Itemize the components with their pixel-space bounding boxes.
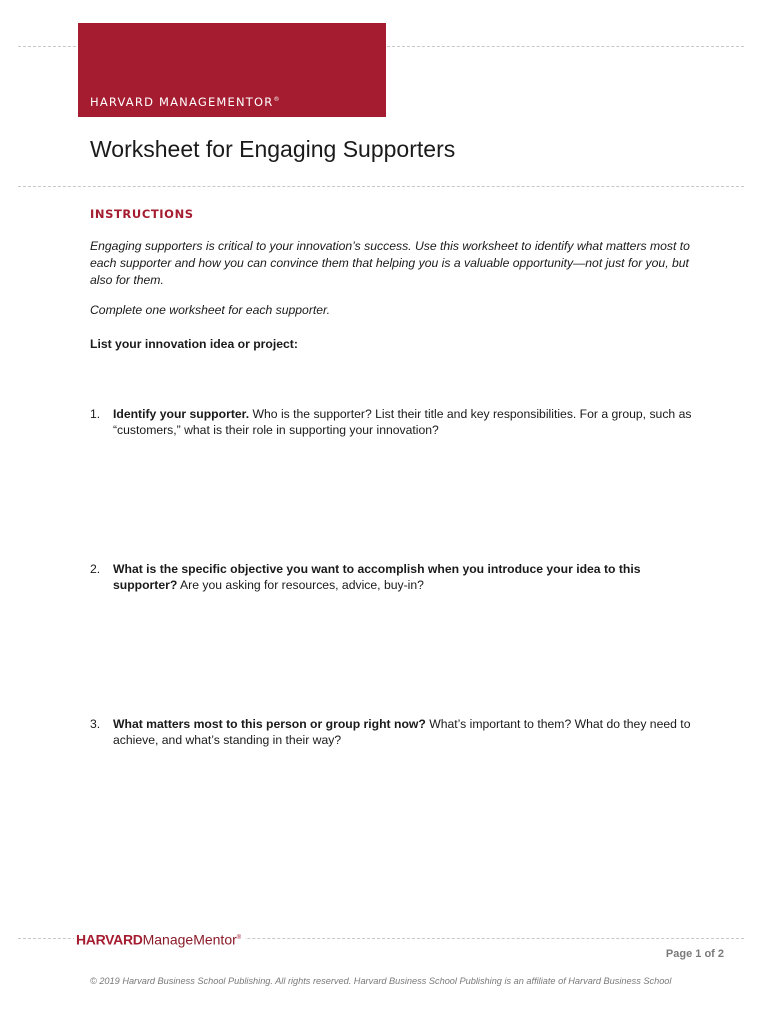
question-2-text: Are you asking for resources, advice, buy-in? bbox=[177, 578, 424, 592]
title-dotted-rule bbox=[18, 186, 744, 187]
banner-brand-text: HARVARD MANAGEMENTOR bbox=[90, 95, 274, 109]
question-1-body bbox=[113, 406, 700, 438]
question-3-body bbox=[113, 716, 700, 748]
question-2-number: 2. bbox=[90, 562, 101, 576]
project-prompt: List your innovation idea or project: bbox=[90, 337, 298, 351]
question-2 bbox=[90, 561, 700, 593]
footer-logo-light: ManageMentor bbox=[142, 931, 237, 948]
question-3-text: What’s important to them? What do they need to achieve, and what’s standing in their way? bbox=[113, 717, 691, 747]
banner-brand-mark: ® bbox=[273, 96, 280, 104]
footer-logo-bold: HARVARD bbox=[76, 931, 143, 948]
copyright-notice: © 2019 Harvard Business School Publishing. All rights reserved. Harvard Business School Publishing is an affiliate of Harvard Business School bbox=[90, 976, 672, 986]
question-2-body bbox=[113, 561, 700, 593]
question-3-number: 3. bbox=[90, 717, 101, 731]
question-1-bold: Identify your supporter. bbox=[113, 407, 250, 421]
question-1-text: Who is the supporter? List their title and key responsibilities. For a group, such as “customers,” what is their role in supporting your innovation? bbox=[113, 407, 692, 437]
instructions-note: Complete one worksheet for each supporter. bbox=[90, 303, 331, 317]
page-number: Page 1 of 2 bbox=[665, 948, 724, 960]
question-3-bold: What matters most to this person or group right now? bbox=[113, 717, 426, 731]
page-title: Worksheet for Engaging Supporters bbox=[90, 136, 456, 162]
question-2-bold: What is the specific objective you want to accomplish when you introduce your idea to this supporter? bbox=[113, 562, 641, 592]
banner-brand-name bbox=[90, 95, 279, 109]
instructions-intro: Engaging supporters is critical to your innovation’s success. Use this worksheet to identify what matters most to each supporter and how you can convince them that helping you is a valuable opportunity—not just for you, but also for them. bbox=[90, 239, 690, 287]
question-1-number: 1. bbox=[90, 407, 101, 421]
question-3 bbox=[90, 716, 700, 748]
footer-logo-mark: ® bbox=[236, 935, 242, 941]
question-1 bbox=[90, 406, 700, 438]
footer-logo bbox=[74, 929, 245, 947]
instructions-heading: INSTRUCTIONS bbox=[90, 207, 194, 221]
brand-banner bbox=[78, 23, 386, 117]
